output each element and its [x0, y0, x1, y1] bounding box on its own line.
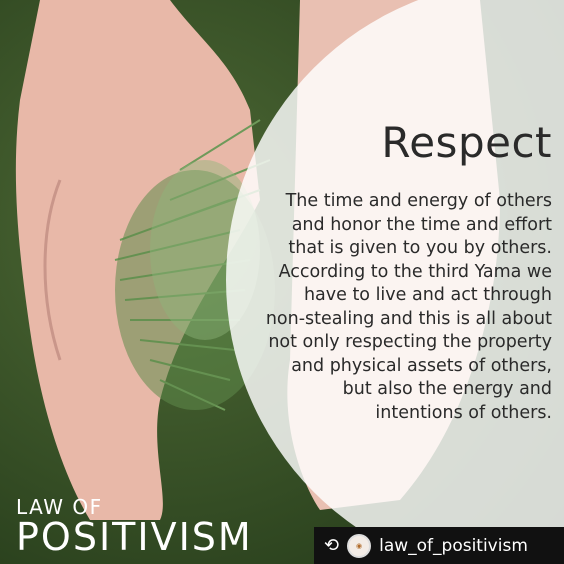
repost-banner[interactable]	[314, 527, 564, 564]
avatar[interactable]: ◉	[347, 534, 371, 558]
body-line: According to the third Yama we	[278, 261, 552, 282]
body-line: have to live and act through	[303, 285, 552, 305]
body-line: but also the energy and	[342, 379, 552, 399]
body-line: that is given to you by others.	[288, 238, 552, 258]
post-title: Respect	[381, 118, 552, 167]
body-line: and honor the time and effort	[291, 214, 552, 235]
body-line: The time and energy of others	[285, 191, 552, 211]
body-line: not only respecting the property	[268, 332, 552, 352]
post-body	[222, 190, 552, 425]
body-line: intentions of others.	[375, 402, 552, 423]
brand-line1: LAW OF	[16, 495, 103, 519]
body-line: and physical assets of others,	[291, 355, 552, 376]
brand-line2: POSITIVISM	[16, 515, 253, 559]
repost-handle[interactable]: law_of_positivism	[379, 535, 528, 556]
brand-logo	[16, 495, 253, 559]
repost-icon: ⟲	[324, 535, 340, 556]
body-line: non-stealing and this is all about	[265, 308, 552, 329]
